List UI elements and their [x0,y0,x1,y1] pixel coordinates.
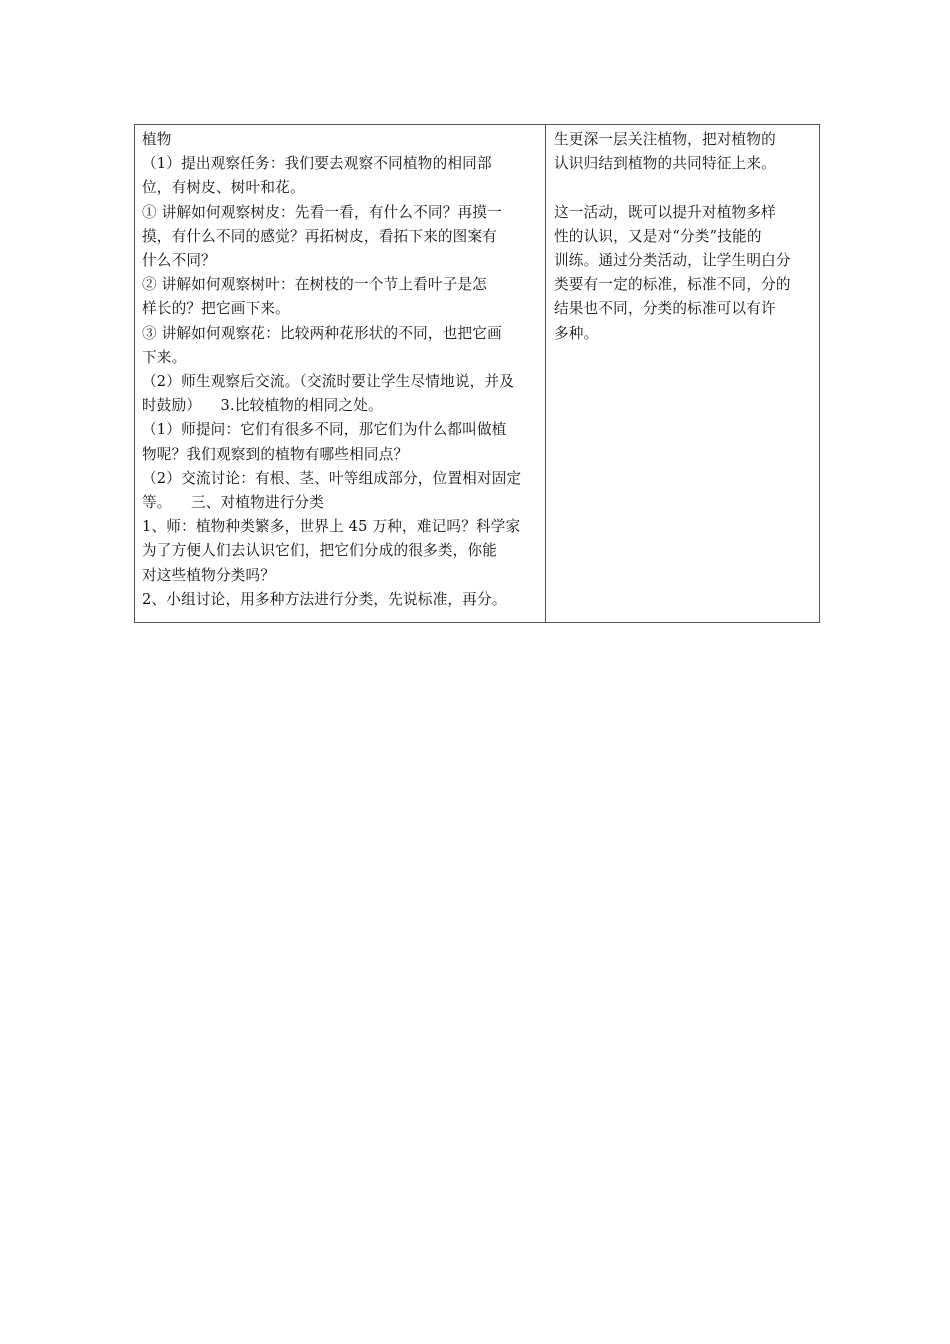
text-line: 认识归结到植物的共同特征上来。 [554,155,776,173]
lesson-table [134,124,820,623]
text-line: 等。 三、对植物进行分类 [142,494,325,512]
text-line: ① 讲解如何观察树皮：先看一看，有什么不同？再摸一 [142,203,502,221]
text-line: 训练。通过分类活动，让学生明白分 [554,252,791,269]
text-line: 什么不同？ [142,252,216,270]
text-line: 对这些植物分类吗？ [142,566,276,584]
text-line: 生更深一层关注植物，把对植物的 [554,131,776,148]
text-line: ③ 讲解如何观察花：比较两种花形状的不同，也把它画 [142,324,502,342]
text-line: （1）师提问：它们有很多不同，那它们为什么都叫做植 [142,421,507,439]
text-line: 物呢？我们观察到的植物有哪些相同点？ [142,445,409,463]
text-line: 多种。 [554,324,599,342]
text-line: 下来。 [142,348,187,366]
text-line: 样长的？把它画下来。 [142,300,290,318]
text-line: ② 讲解如何观察树叶：在树枝的一个节上看叶子是怎 [142,276,488,294]
text-line: 结果也不同，分类的标准可以有许 [554,300,776,318]
text-line: 植物 [142,131,172,148]
text-line: 2、小组讨论，用多种方法进行分类，先说标准，再分。 [142,590,507,608]
procedure-cell [135,125,546,622]
text-line: 摸，有什么不同的感觉？再拓树皮，看拓下来的图案有 [142,227,498,245]
paragraph-gap [554,176,813,200]
text-line: （2）师生观察后交流。（交流时要让学生尽情地说，并及 [142,373,515,391]
text-line: （1）提出观察任务：我们要去观察不同植物的相同部 [142,155,492,173]
text-line: 位，有树皮、树叶和花。 [142,179,305,197]
design-intent-cell [546,125,819,622]
text-line: 为了方便人们去认识它们，把它们分成的很多类，你能 [142,542,498,560]
text-line: 性的认识，又是对“分类”技能的 [554,227,762,245]
text-line: 1、师：植物种类繁多，世界上 45 万种，难记吗？科学家 [142,518,521,536]
text-line: 这一活动，既可以提升对植物多样 [554,203,776,221]
text-line: 类要有一定的标准，标准不同，分的 [554,276,791,294]
text-line: 时鼓励） 3.比较植物的相同之处。 [142,397,383,415]
text-line: （2）交流讨论：有根、茎、叶等组成部分，位置相对固定 [142,469,522,487]
